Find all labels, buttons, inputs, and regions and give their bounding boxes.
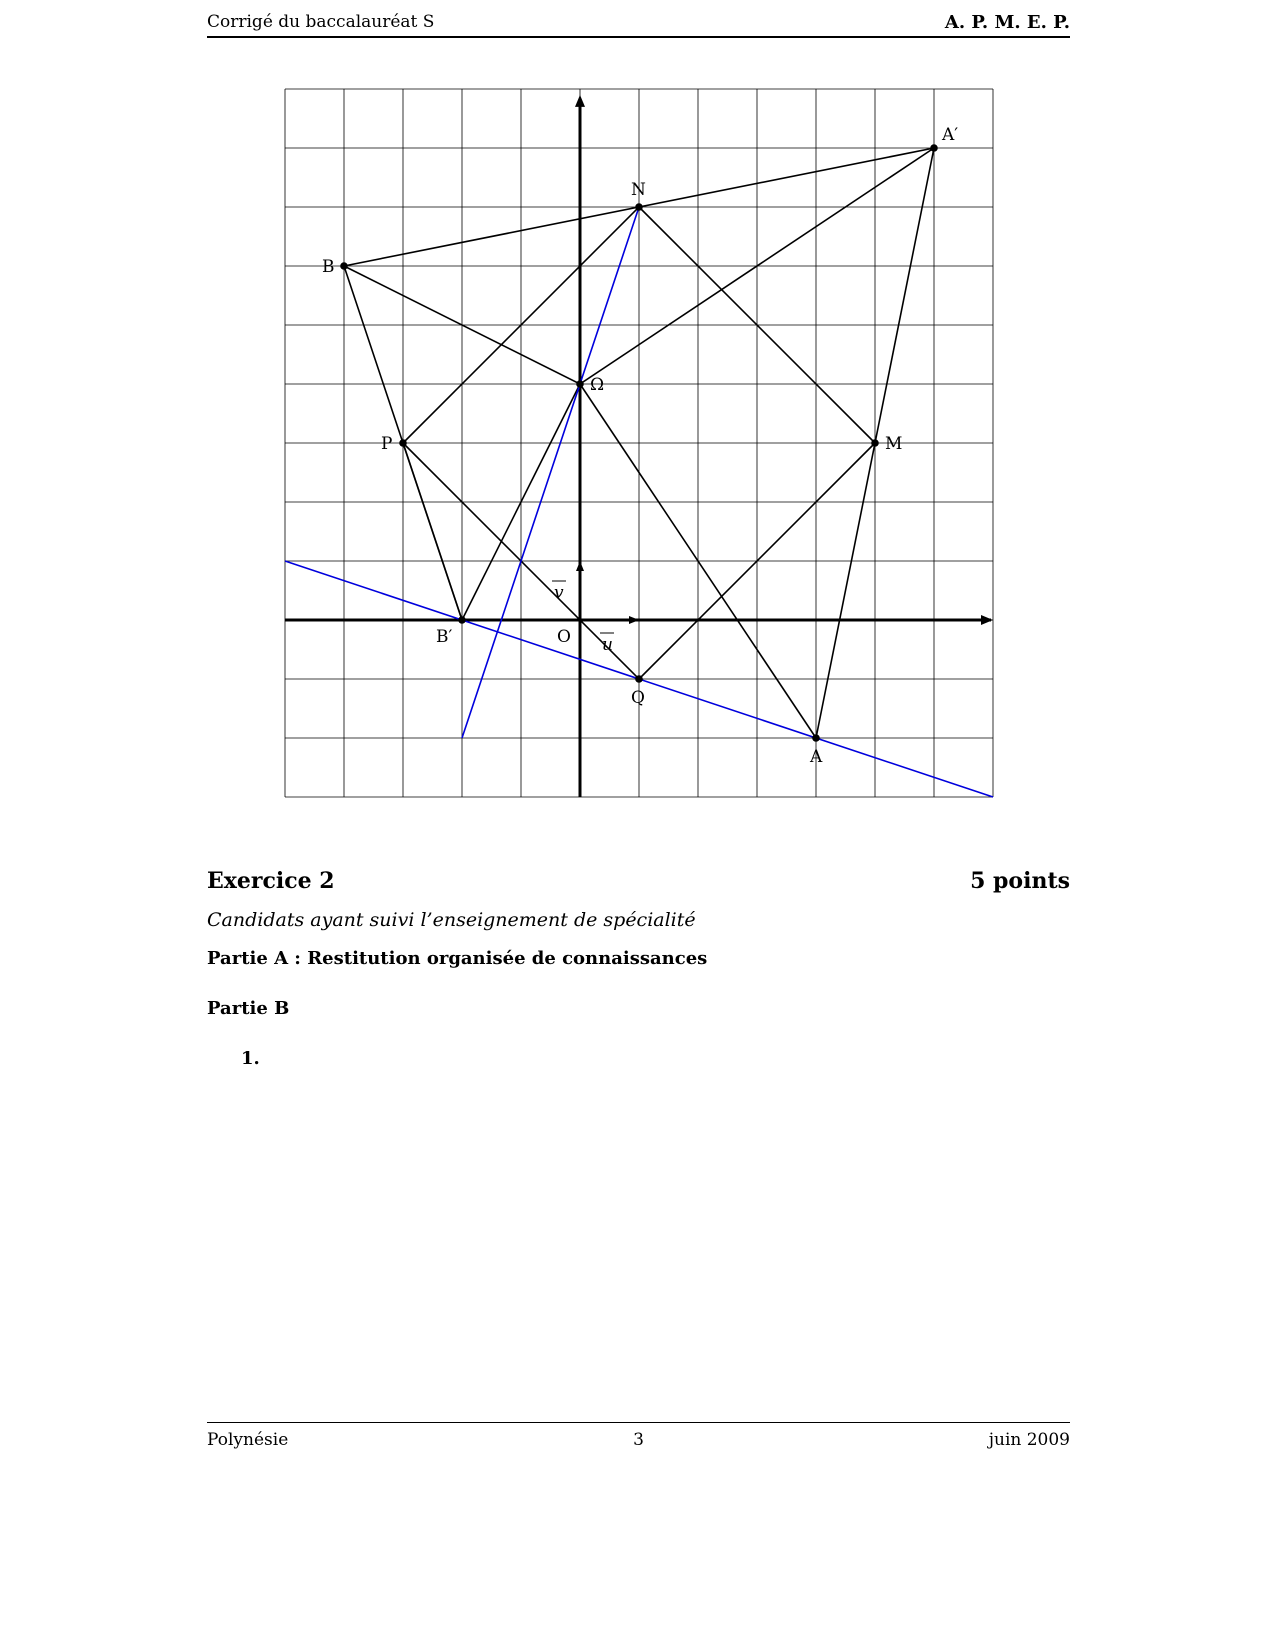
- point-N: [635, 203, 643, 211]
- figure-segment: [403, 443, 462, 620]
- point-label-omega: Ω: [590, 375, 605, 395]
- point-B-prime: [458, 616, 466, 624]
- exercise-title: Exercice 2: [207, 868, 335, 894]
- point-label-N: N: [631, 180, 646, 200]
- point-label-P: P: [381, 434, 393, 454]
- v-vector-arrow: [576, 561, 584, 571]
- y-axis-arrow: [575, 95, 585, 107]
- footer-location: Polynésie: [207, 1430, 289, 1450]
- point-label-Q: Q: [631, 688, 645, 708]
- u-vector-arrow: [629, 616, 639, 624]
- exercise-subtitle: Candidats ayant suivi l’enseignement de spécialité: [207, 909, 696, 931]
- point-label-B: B: [322, 257, 335, 277]
- figure-points: [322, 125, 958, 767]
- header-title: Corrigé du baccalauréat S: [207, 12, 435, 32]
- origin-label: O: [557, 627, 571, 647]
- question-number: 1.: [241, 1048, 260, 1069]
- point-label-B-prime: B′: [436, 627, 453, 647]
- footer-date: juin 2009: [988, 1430, 1070, 1450]
- point-A-prime: [930, 144, 938, 152]
- point-M: [871, 439, 879, 447]
- footer-page-number: 3: [633, 1430, 644, 1450]
- point-label-M: M: [885, 434, 903, 454]
- part-a-heading: Partie A : Restitution organisée de connaissances: [207, 948, 708, 969]
- point-B: [340, 262, 348, 270]
- part-b-heading: Partie B: [207, 998, 290, 1019]
- page-footer: [207, 1422, 1070, 1450]
- figure-segment: [462, 207, 639, 738]
- point-A: [812, 734, 820, 742]
- point-omega: [576, 380, 584, 388]
- exercise-points: 5 points: [970, 868, 1070, 894]
- point-P: [399, 439, 407, 447]
- v-vector-label: v: [554, 583, 564, 603]
- u-vector-label: u: [602, 635, 613, 655]
- point-label-A: A: [810, 747, 823, 767]
- x-axis-arrow: [981, 615, 993, 625]
- header-org: A. P. M. E. P.: [944, 12, 1070, 33]
- point-Q: [635, 675, 643, 683]
- point-label-A-prime: A′: [942, 125, 959, 145]
